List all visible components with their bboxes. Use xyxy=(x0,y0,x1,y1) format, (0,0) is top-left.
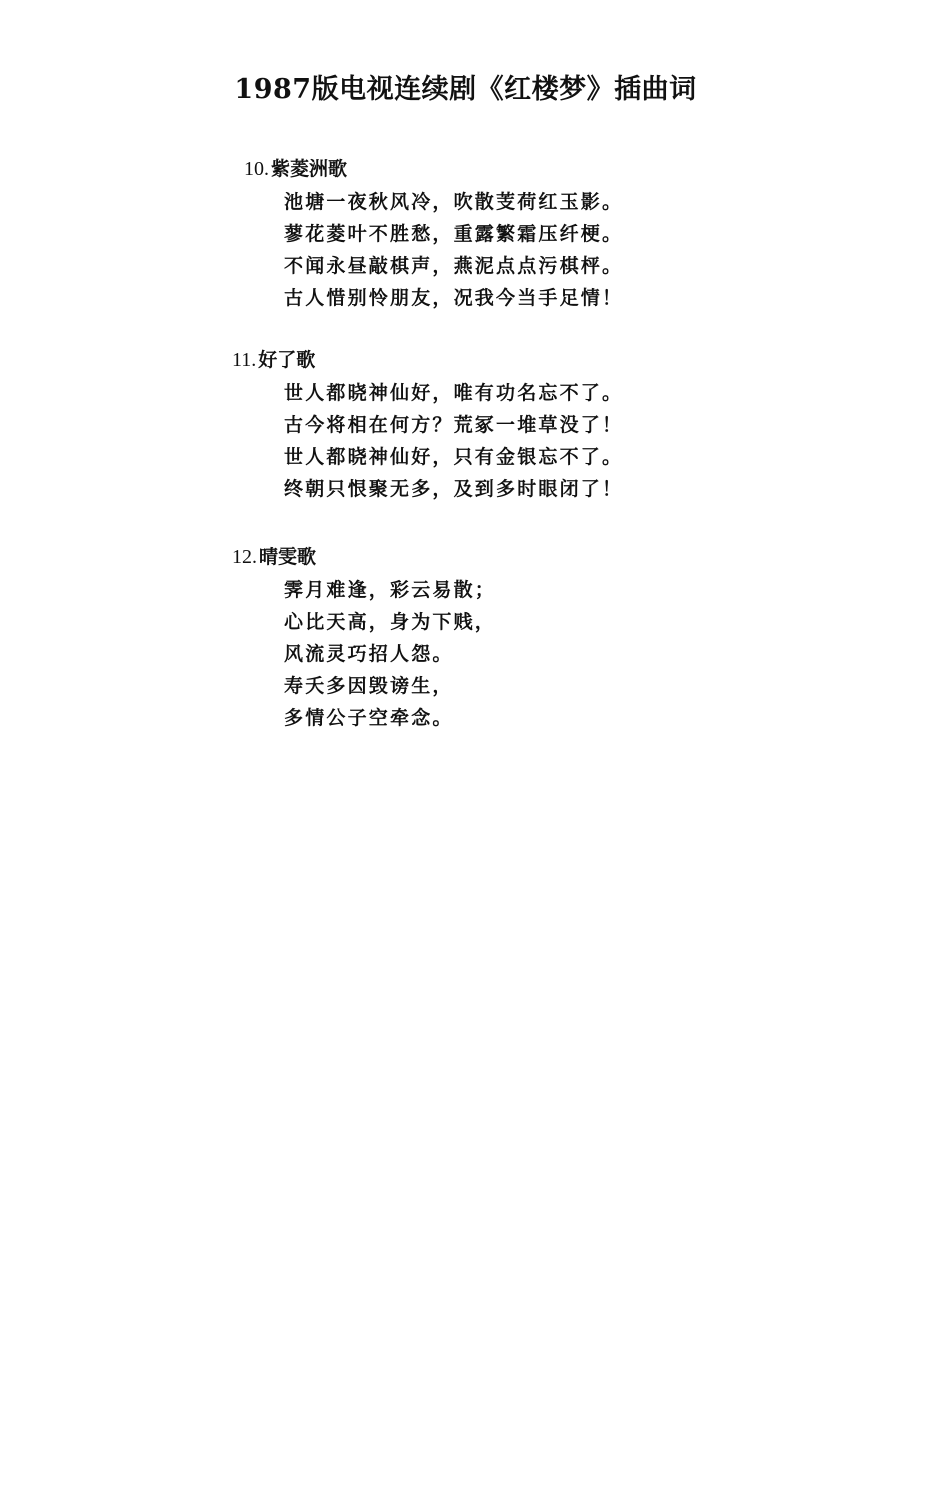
song-number: 12. xyxy=(232,546,257,568)
lyric-line: 世人都晓神仙好，只有金银忘不了。 xyxy=(284,446,624,468)
lyric-line: 终朝只恨聚无多，及到多时眼闭了！ xyxy=(284,478,624,500)
song-lyrics xyxy=(284,574,496,734)
song-name: 紫菱洲歌 xyxy=(271,158,348,180)
document-title: 1987版电视连续剧《红楼梦》插曲词 xyxy=(234,74,697,105)
song-lyrics xyxy=(284,377,623,505)
song-heading xyxy=(244,156,347,182)
song-name: 好了歌 xyxy=(258,349,316,371)
song-number: 10. xyxy=(244,158,269,180)
lyric-line: 不闻永昼敲棋声，燕泥点点污棋枰。 xyxy=(284,255,624,277)
song-heading xyxy=(232,347,315,373)
lyric-line: 蓼花菱叶不胜愁，重露繁霜压纤梗。 xyxy=(284,223,624,245)
lyric-line: 霁月难逢，彩云易散； xyxy=(284,579,497,601)
lyric-line: 古人惜别怜朋友，况我今当手足情！ xyxy=(284,287,624,309)
lyric-line: 风流灵巧招人怨。 xyxy=(284,643,454,665)
lyric-line: 心比天高，身为下贱， xyxy=(284,611,497,633)
lyric-line: 世人都晓神仙好，唯有功名忘不了。 xyxy=(284,382,624,404)
lyric-line: 寿夭多因毁谤生， xyxy=(284,675,454,697)
lyric-line: 多情公子空牵念。 xyxy=(284,707,454,729)
lyric-line: 池塘一夜秋风冷，吹散芰荷红玉影。 xyxy=(284,191,624,213)
song-name: 晴雯歌 xyxy=(259,546,317,568)
song-lyrics xyxy=(284,186,623,314)
song-heading xyxy=(232,544,316,570)
lyric-line: 古今将相在何方？荒冢一堆草没了！ xyxy=(284,414,624,436)
song-number: 11. xyxy=(232,349,257,371)
